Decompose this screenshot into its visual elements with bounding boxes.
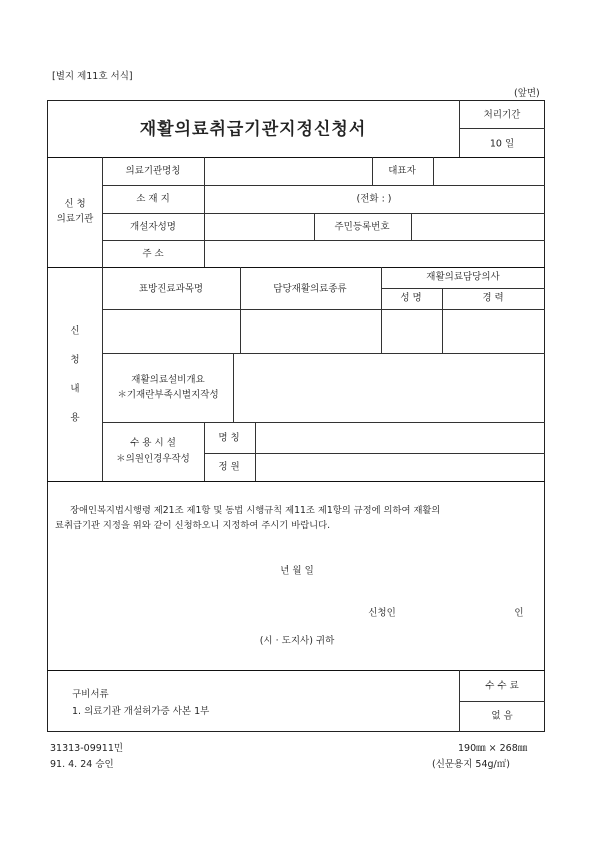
facility-overview-note: ＊기재란부족시별지작성	[117, 389, 219, 401]
paper-size: 190㎜ × 268㎜	[458, 743, 528, 754]
institution-name-field[interactable]	[205, 158, 371, 184]
rehab-type-header: 담당재활의료종류	[273, 283, 347, 295]
doctor-header: 재활의료담당의사	[426, 271, 500, 283]
resident-number-label: 주민등록번호	[334, 221, 390, 233]
doctor-career-field[interactable]	[443, 310, 544, 352]
divider	[459, 128, 545, 129]
home-address-label: 주 소	[142, 248, 164, 260]
content-label-char: 용	[70, 412, 80, 424]
applicant-label-line2: 의료기관	[56, 213, 94, 225]
applicant-label-line1: 신 청	[64, 198, 86, 210]
inpatient-facility-note: ＊의원인경우작성	[116, 453, 190, 465]
declaration-text-line2: 료취급기관 지정을 위와 같이 신청하오니 지정하여 주시기 바랍니다.	[55, 520, 331, 531]
attachments-title: 구비서류	[72, 689, 109, 700]
front-side-label: (앞면)	[514, 88, 540, 99]
representative-field[interactable]	[434, 158, 544, 184]
divider	[381, 288, 545, 289]
capacity-field[interactable]	[256, 454, 544, 480]
facility-overview-field[interactable]	[234, 354, 544, 421]
seal-mark: 인	[514, 607, 524, 619]
divider	[47, 267, 545, 268]
processing-period-value: 10 일	[489, 138, 515, 150]
approval-date: 91. 4. 24 승인	[50, 759, 114, 770]
date-line: 년 월 일	[280, 565, 314, 577]
form-title: 재활의료취급기관지정신청서	[139, 119, 367, 140]
founder-name-field[interactable]	[205, 214, 313, 239]
address-field[interactable]	[205, 186, 544, 212]
capacity-label: 정 원	[218, 461, 240, 473]
department-field[interactable]	[103, 310, 239, 352]
facility-overview-label: 재활의료설비개요	[131, 374, 205, 386]
representative-label: 대표자	[388, 165, 416, 177]
paper-type: (신문용지 54g/㎡)	[432, 759, 510, 770]
form-number: 31313-09911민	[50, 743, 124, 754]
facility-name-field[interactable]	[256, 423, 544, 452]
department-header: 표방진료과목명	[138, 283, 204, 295]
processing-period-label: 처리기간	[483, 109, 521, 121]
resident-number-field[interactable]	[412, 214, 544, 239]
form-label: [별지 제11호 서식]	[52, 71, 133, 82]
divider	[459, 100, 460, 157]
doctor-name-field[interactable]	[382, 310, 441, 352]
address-label: 소 재 지	[136, 193, 170, 205]
addressee: (시 · 도지사) 귀하	[259, 635, 335, 647]
content-label-char: 신	[70, 325, 80, 337]
divider	[47, 670, 545, 671]
applicant-signature-label: 신청인	[368, 607, 396, 619]
divider	[459, 701, 545, 702]
doctor-career-header: 경 력	[482, 292, 504, 304]
founder-name-label: 개설자성명	[130, 221, 176, 233]
declaration-text-line1: 장애인복지법시행령 제21조 제1항 및 동법 시행규칙 제11조 제1항의 규정에 의하여 재활의	[70, 505, 441, 516]
rehab-type-field[interactable]	[241, 310, 380, 352]
divider	[204, 422, 205, 481]
fee-label: 수 수 료	[485, 680, 519, 692]
inpatient-facility-label: 수 용 시 설	[130, 437, 176, 449]
home-address-field[interactable]	[205, 241, 544, 266]
divider	[372, 157, 373, 185]
phone-text: (전화 : )	[356, 193, 392, 205]
institution-name-label: 의료기관명칭	[125, 165, 181, 177]
divider	[47, 481, 545, 482]
divider	[314, 213, 315, 240]
attachment-item: 1. 의료기관 개설허가증 사본 1부	[72, 706, 210, 717]
doctor-name-header: 성 명	[400, 292, 422, 304]
facility-name-label: 명 칭	[218, 432, 240, 444]
content-label-char: 내	[70, 383, 80, 395]
divider	[459, 670, 460, 732]
content-label-char: 청	[70, 354, 80, 366]
fee-value: 없 음	[491, 710, 513, 722]
